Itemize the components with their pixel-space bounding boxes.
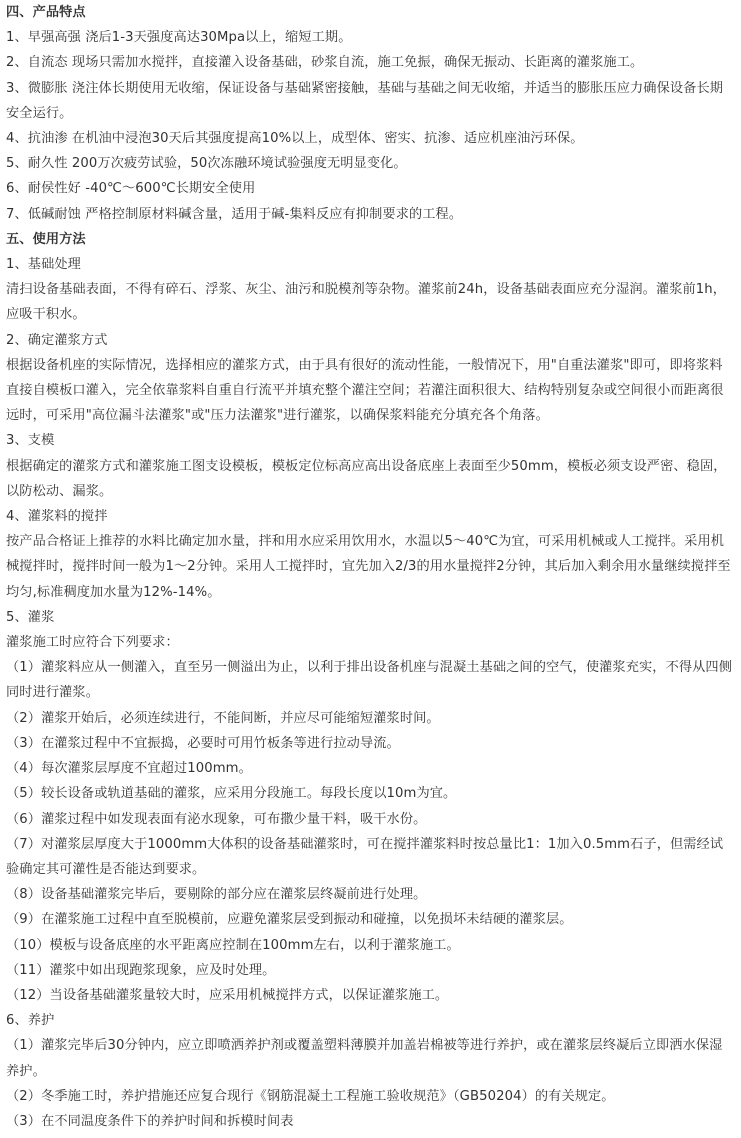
section-4-heading: 四、产品特点 [6, 5, 86, 20]
paragraph: 按产品合格证上推荐的水料比确定加水量，拌和用水应采用饮用水，水温以5～40℃为宜，可采用机械或人工搅拌。采用机械搅拌时，搅拌时间一般为1～2分钟。采用人工搅拌时，宜先加入2/3的用水量搅拌2分钟，其后加入剩余用水量继续搅拌至均匀,标准稠度加水量为12%-14%。 [6, 534, 731, 600]
subsection-title: 1、基础处理 [6, 257, 81, 273]
paragraph: 清扫设备基础表面，不得有碎石、浮浆、灰尘、油污和脱模剂等杂物。灌浆前24h，设备基础表面应充分湿润。灌浆前1h，应吸干积水。 [6, 282, 727, 323]
list-item: （5）较长设备或轨道基础的灌浆，应采用分段施工。每段长度以10m为宜。 [6, 786, 457, 802]
subsection-title: 2、确定灌浆方式 [6, 332, 108, 348]
list-item: （10）模板与设备底座的水平距离应控制在100mm左右，以利于灌浆施工。 [6, 937, 460, 953]
feature-item: 7、低碱耐蚀 严格控制原材料碱含量，适用于碱-集料反应有抑制要求的工程。 [6, 206, 463, 222]
list-item: （4）每次灌浆层厚度不宜超过100mm。 [6, 761, 252, 777]
feature-item: 2、自流态 现场只需加水搅拌，直接灌入设备基础，砂浆自流，施工免振，确保无振动、长距离的灌浆施工。 [6, 55, 644, 71]
feature-item: 5、耐久性 200万次疲劳试验，50次冻融环境试验强度无明显变化。 [6, 156, 407, 172]
feature-item: 4、抗油渗 在机油中浸泡30天后其强度提高10%以上，成型体、密实、抗渗、适应机座油污环保。 [6, 131, 584, 147]
list-item: （1）灌浆料应从一侧灌入，直至另一侧溢出为止，以利于排出设备机座与混凝土基础之间的空气，使灌浆充实，不得从四侧同时进行灌浆。 [6, 660, 733, 701]
list-item: （12）当设备基础灌浆量较大时，应采用机械搅拌方式，以保证灌浆施工。 [6, 987, 449, 1003]
list-item: （2）灌浆开始后，必须连续进行，不能间断，并应尽可能缩短灌浆时间。 [6, 710, 440, 726]
section-5-heading: 五、使用方法 [6, 231, 86, 247]
paragraph: 根据确定的灌浆方式和灌浆施工图支设模板，模板定位标高应高出设备底座上表面至少50mm，模板必须支设严密、稳固，以防松动、漏浆。 [6, 458, 727, 499]
feature-item: 6、耐侯性好 -40℃～600℃长期安全使用 [6, 181, 256, 197]
list-item: （6）灌浆过程中如发现表面有泌水现象，可布撒少量干料，吸干水份。 [6, 811, 427, 827]
feature-item: 3、微膨胀 浇注体长期使用无收缩，保证设备与基础紧密接触，基础与基础之间无收缩，并适当的膨胀压应力确保设备长期安全运行。 [6, 80, 724, 121]
list-item: （11）灌浆中如出现跑浆现象，应及时处理。 [6, 962, 276, 978]
list-item: （2）冬季施工时，养护措施还应复合现行《钢筋混凝土工程施工验收规范》（GB50204）的有关规定。 [6, 1088, 615, 1104]
list-item: （3）在不同温度条件下的养护时间和拆模时间表 [6, 1113, 294, 1129]
list-item: （9）在灌浆施工过程中直至脱模前，应避免灌浆层受到振动和碰撞，以免损坏未结硬的灌浆层。 [6, 912, 573, 928]
subsection-title: 4、灌浆料的搅拌 [6, 509, 108, 525]
list-item: （8）设备基础灌浆完毕后，要剔除的部分应在灌浆层终凝前进行处理。 [6, 887, 427, 903]
list-item: （1）灌浆完毕后30分钟内，应立即喷洒养护剂或覆盖塑料薄膜并加盖岩棉被等进行养护，或在灌浆层终凝后立即洒水保湿养护。 [6, 1038, 723, 1079]
subsection-title: 3、支模 [6, 433, 55, 449]
paragraph: 根据设备机座的实际情况，选择相应的灌浆方式，由于具有很好的流动性能，一般情况下，用"自重法灌浆"即可，即将浆料直接自模板口灌入，完全依靠浆料自重自行流平并填充整个灌注空间；若灌注面积很大、结构特别复杂或空间很小而距离很远时，可采用"高位漏斗法灌浆"或"压力法灌浆"进行灌浆，以确保浆料能充分填充各个角落。 [6, 357, 724, 424]
subsection-title: 5、灌浆 [6, 609, 55, 625]
list-item: （7）对灌浆层厚度大于1000mm大体积的设备基础灌浆时，可在搅拌灌浆料时按总量比1：1加入0.5mm石子，但需经试验确定其可灌性是否能达到要求。 [6, 836, 724, 877]
feature-item: 1、早强高强 浇后1-3天强度高达30Mpa以上，缩短工期。 [6, 30, 352, 46]
list-item: （3）在灌浆过程中不宜振捣，必要时可用竹板条等进行拉动导流。 [6, 735, 400, 751]
subsection-title: 6、养护 [6, 1013, 55, 1029]
paragraph: 灌浆施工时应符合下列要求： [6, 635, 179, 651]
